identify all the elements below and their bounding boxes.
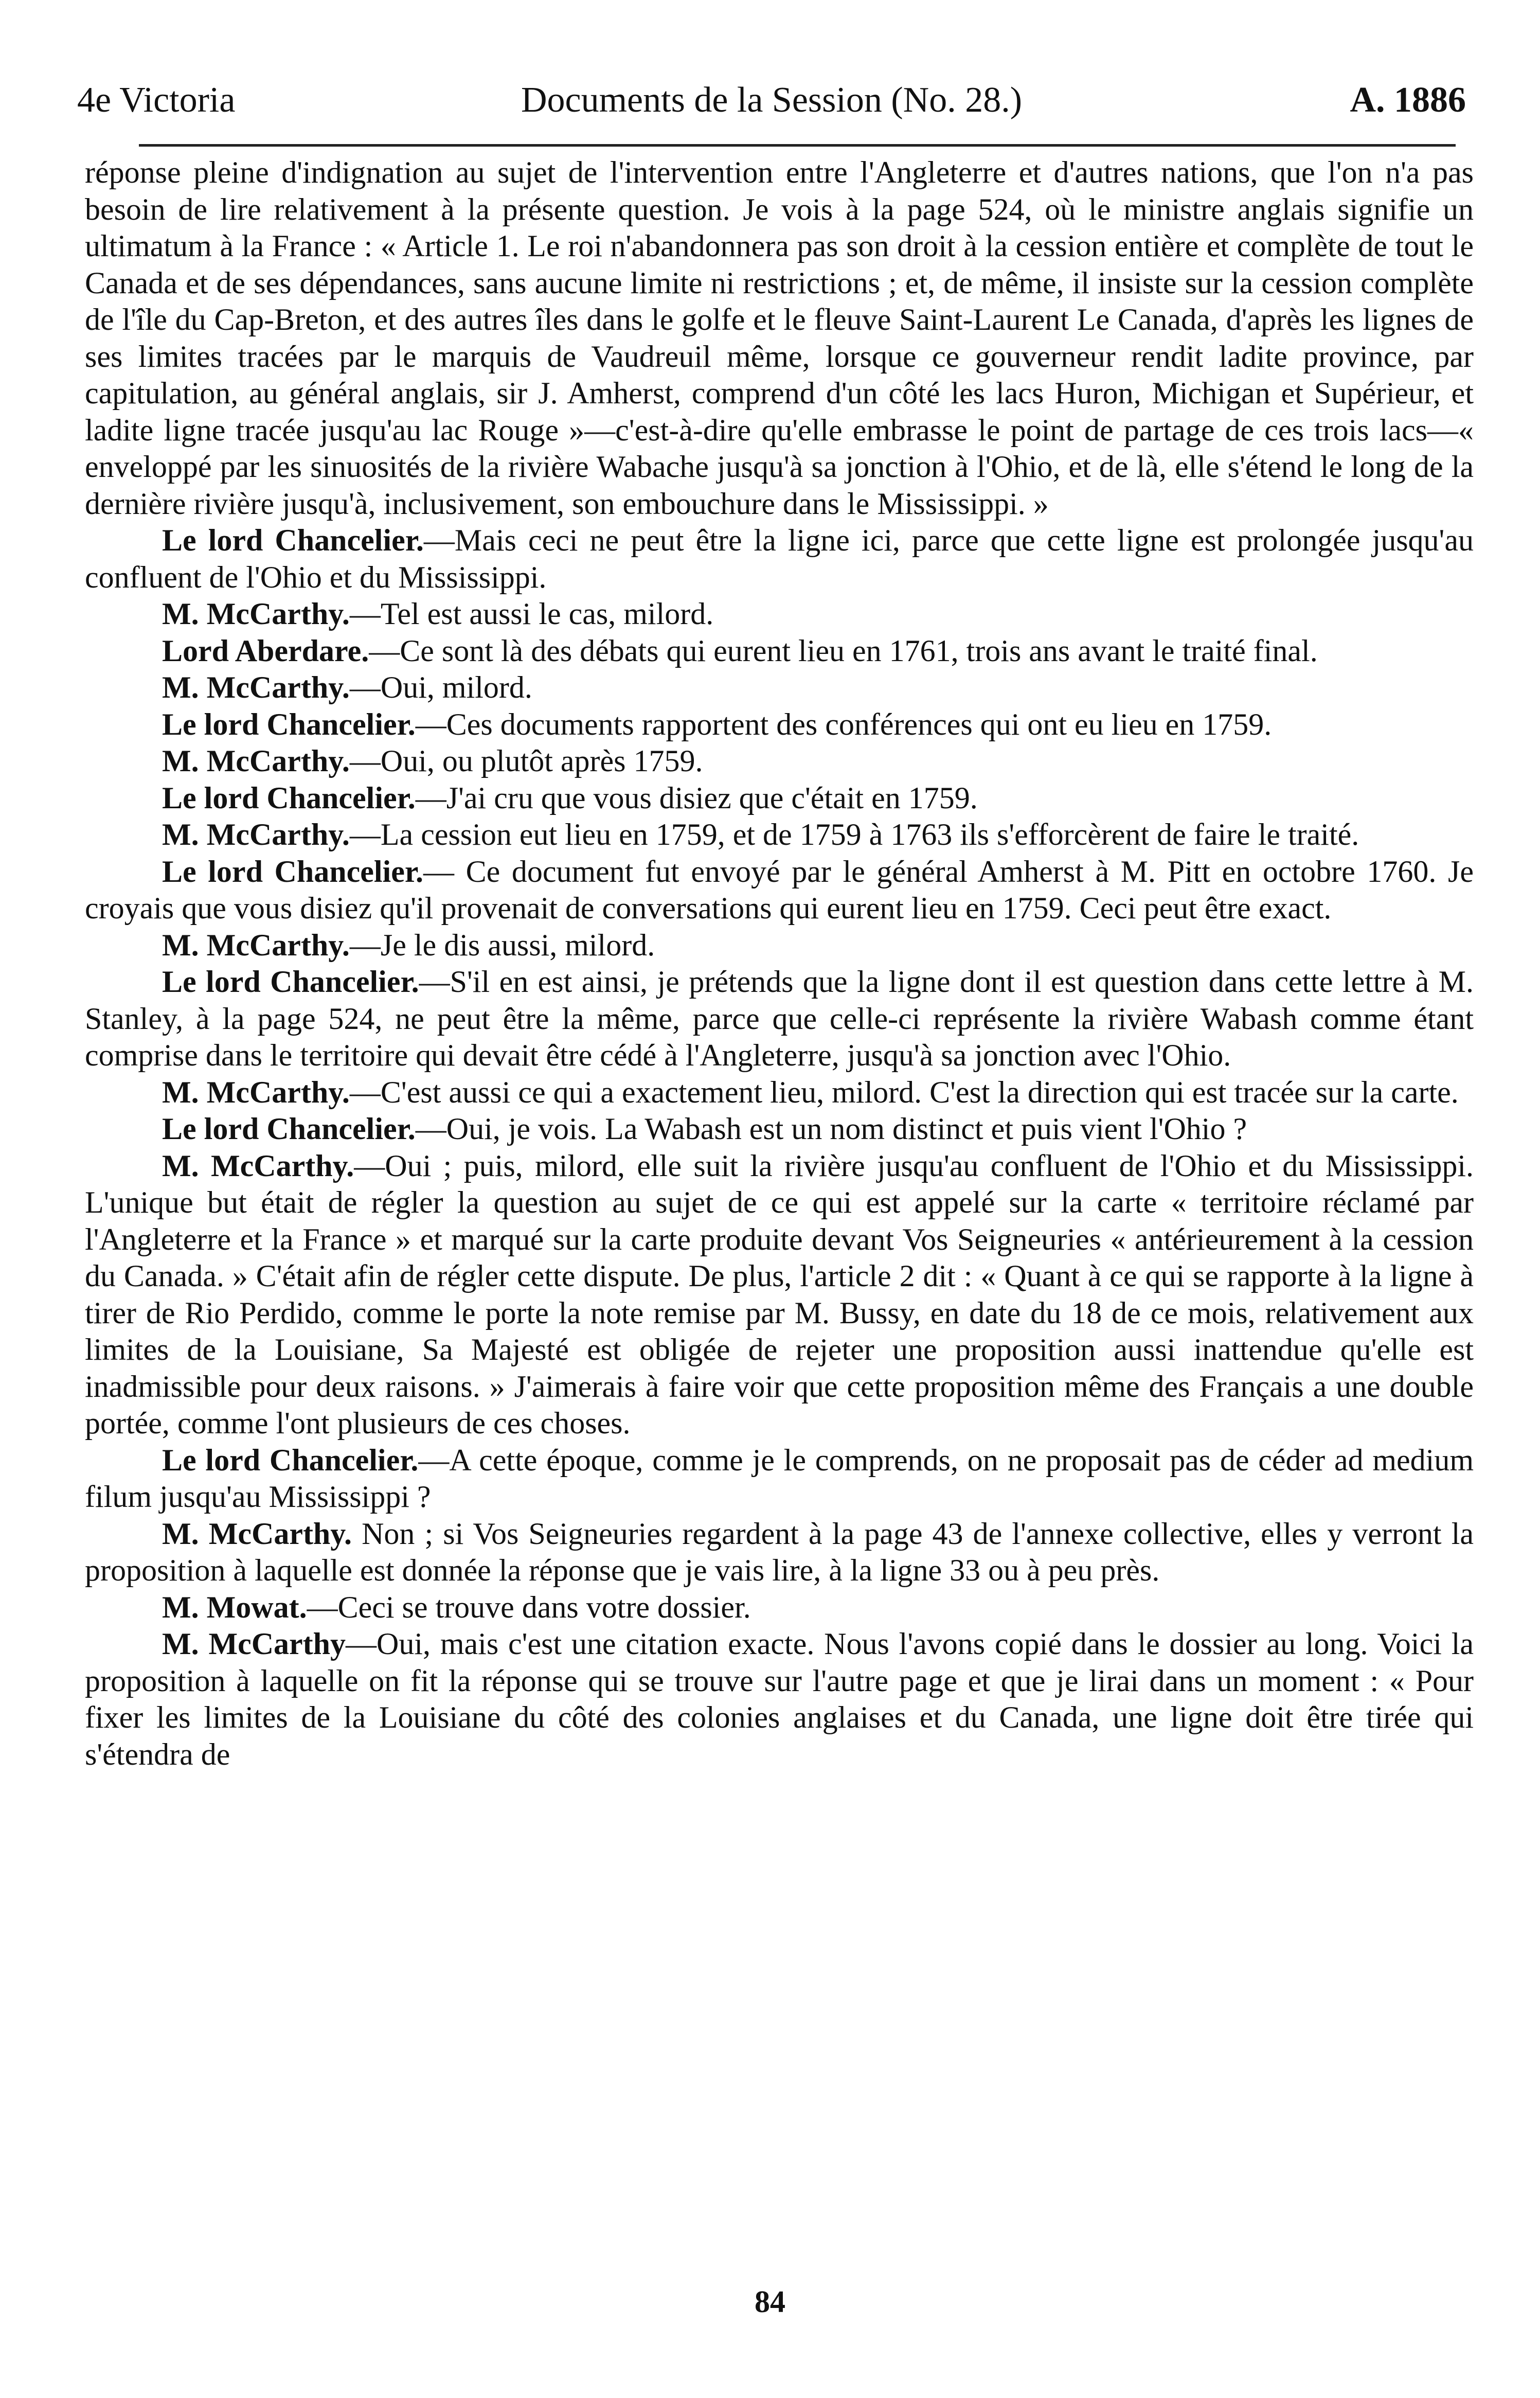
- speaker-name: Le lord Chancelier.: [162, 1112, 416, 1146]
- header-title: Documents de la Session (No. 28.): [521, 80, 1023, 120]
- paragraph-text: —J'ai cru que vous disiez que c'était en 1759.: [415, 780, 978, 815]
- paragraph: [85, 743, 1474, 780]
- paragraph: [85, 706, 1474, 743]
- speaker-name: Le lord Chancelier.: [162, 854, 423, 889]
- speaker-name: M. McCarthy.: [162, 818, 350, 851]
- paragraph-text: réponse pleine d'indignation au sujet de l'intervention entre l'Angleterre et d'autres nations, que l'on n'a pas besoin de lire relativement à la présente question. Je vois à la page 524, où le ministre anglais signifie un ultimatum à la France : « Article 1. Le roi n'abandonnera pas son droit à la cession entière et complète de tout le Canada et de ses dépendances, sans aucune limite ni restrictions ; et, de même, il insiste sur la cession complète de l'île du Cap-Breton, et des autres îles dans le golfe et le fleuve Saint-Laurent Le Canada, d'après les lignes de ses limites tracées par le marquis de Vaudreuil même, lorsque ce gouverneur rendit ladite province, par capitulation, au général anglais, sir J. Amherst, comprend d'un côté les lacs Huron, Michigan et Supérieur, et ladite ligne tracée jusqu'au lac Rouge »—c'est-à-dire qu'elle embrasse le point de partage de ces trois lacs—« enveloppé par les sinuosités de la rivière Wabache jusqu'à sa jonction à l'Ohio, et de là, elle s'étend le long de la dernière rivière jusqu'à, inclusivement, son embouchure dans le Mississippi. »: [85, 155, 1474, 521]
- page-number: 84: [755, 2285, 785, 2319]
- speaker-name: M. McCarthy.: [162, 670, 350, 704]
- speaker-name: Le lord Chancelier.: [162, 1443, 419, 1477]
- paragraph: [85, 1589, 1474, 1626]
- paragraph-text: —Je le dis aussi, milord.: [349, 928, 655, 962]
- header-year: A. 1886: [1350, 80, 1466, 120]
- body-text: [85, 154, 1474, 1773]
- paragraph-text: —C'est aussi ce qui a exactement lieu, milord. C'est la direction qui est tracée sur la carte.: [349, 1075, 1459, 1109]
- speaker-name: Le lord Chancelier.: [162, 523, 424, 557]
- paragraph: [85, 1516, 1474, 1589]
- paragraph: [85, 964, 1474, 1074]
- paragraph: [85, 596, 1474, 633]
- paragraph: [85, 1442, 1474, 1516]
- paragraph: [85, 669, 1474, 706]
- paragraph-text: —Tel est aussi le cas, milord.: [349, 597, 714, 631]
- paragraph-text: —Ce sont là des débats qui eurent lieu en 1761, trois ans avant le traité final.: [369, 633, 1318, 668]
- speaker-name: Le lord Chancelier.: [162, 780, 416, 815]
- speaker-name: Le lord Chancelier.: [162, 965, 419, 999]
- paragraph-text: — Ce document fut envoyé par le général Amherst à M. Pitt en octobre 1760. Je croyais que vous disiez qu'il provenait de conversations qui eurent lieu en 1759. Ceci peut être exact.: [85, 854, 1474, 925]
- paragraph: [85, 154, 1474, 522]
- speaker-name: M. McCarthy.: [162, 1516, 352, 1551]
- paragraph: [85, 1111, 1474, 1148]
- paragraph-text: —A cette époque, comme je le comprends, on ne proposait pas de céder ad medium filum jusqu'au Mississippi ?: [85, 1443, 1474, 1514]
- paragraph-text: Non ; si Vos Seigneuries regardent à la page 43 de l'annexe collective, elles y verront la proposition à laquelle est donnée la réponse que je vais lire, à la ligne 33 ou à peu près.: [85, 1516, 1474, 1587]
- paragraph-text: —Oui, milord.: [349, 670, 532, 704]
- paragraph-text: —Mais ceci ne peut être la ligne ici, parce que cette ligne est prolongée jusqu'au confluent de l'Ohio et du Mississippi.: [85, 523, 1474, 594]
- speaker-name: M. McCarthy.: [162, 597, 350, 631]
- speaker-name: Le lord Chancelier.: [162, 707, 416, 741]
- paragraph: [85, 854, 1474, 927]
- header-volume: 4e Victoria: [77, 80, 236, 120]
- paragraph-text: —Oui, mais c'est une citation exacte. Nous l'avons copié dans le dossier au long. Voici la proposition à laquelle on fit la réponse qui se trouve sur l'autre page et que je lirai dans un moment : « Pour fixer les limites de la Louisiane du côté des colonies anglaises et du Canada, une ligne doit être tirée qui s'étendra de: [85, 1627, 1474, 1771]
- paragraph-text: —S'il en est ainsi, je prétends que la ligne dont il est question dans cette lettre à M. Stanley, à la page 524, ne peut être la même, parce que celle-ci représente la rivière Wabash comme étant comprise dans le territoire qui devait être cédé à l'Angleterre, jusqu'à sa jonction avec l'Ohio.: [85, 965, 1474, 1072]
- paragraph-text: —Oui, je vois. La Wabash est un nom distinct et puis vient l'Ohio ?: [415, 1112, 1247, 1146]
- paragraph-text: —Ceci se trouve dans votre dossier.: [307, 1590, 751, 1624]
- speaker-name: M. McCarthy.: [162, 1075, 350, 1109]
- speaker-name: Lord Aberdare.: [162, 633, 369, 668]
- paragraph: [85, 927, 1474, 964]
- paragraph: [85, 633, 1474, 670]
- paragraph: [85, 522, 1474, 596]
- running-header: [77, 72, 1466, 129]
- paragraph-text: —Oui ; puis, milord, elle suit la rivière jusqu'au confluent de l'Ohio et du Mississippi. L'unique but était de régler la question au sujet de ce qui est appelé sur la carte « territoire réclamé par l'Angleterre et la France » et marqué sur la carte produite devant Vos Seigneuries « antérieurement à la cession du Canada. » C'était afin de régler cette dispute. De plus, l'article 2 dit : « Quant à ce qui se rapporte à la ligne à tirer de Rio Perdido, comme le porte la note remise par M. Bussy, en date du 18 de ce mois, relativement aux limites de la Louisiane, Sa Majesté est obligée de rejeter une proposition aussi inattendue qu'elle est inadmissible pour deux raisons. » J'aimerais à faire voir que cette proposition même des Français a une double portée, comme l'ont plusieurs de ces choses.: [85, 1148, 1474, 1440]
- paragraph: [85, 780, 1474, 817]
- speaker-name: M. McCarthy.: [162, 744, 350, 778]
- paragraph-text: —Oui, ou plutôt après 1759.: [349, 744, 703, 778]
- paragraph: [85, 816, 1474, 854]
- speaker-name: M. McCarthy.: [162, 928, 350, 962]
- paragraph: [85, 1074, 1474, 1111]
- paragraph: [85, 1148, 1474, 1442]
- speaker-name: M. McCarthy.: [162, 1148, 354, 1183]
- paragraph-text: —La cession eut lieu en 1759, et de 1759 à 1763 ils s'efforcèrent de faire le traité.: [349, 818, 1359, 851]
- paragraph-text: —Ces documents rapportent des conférences qui ont eu lieu en 1759.: [415, 707, 1272, 741]
- speaker-name: M. Mowat.: [162, 1590, 307, 1624]
- paragraph: [85, 1626, 1474, 1773]
- speaker-name: M. McCarthy: [162, 1627, 346, 1661]
- header-rule: [139, 144, 1456, 147]
